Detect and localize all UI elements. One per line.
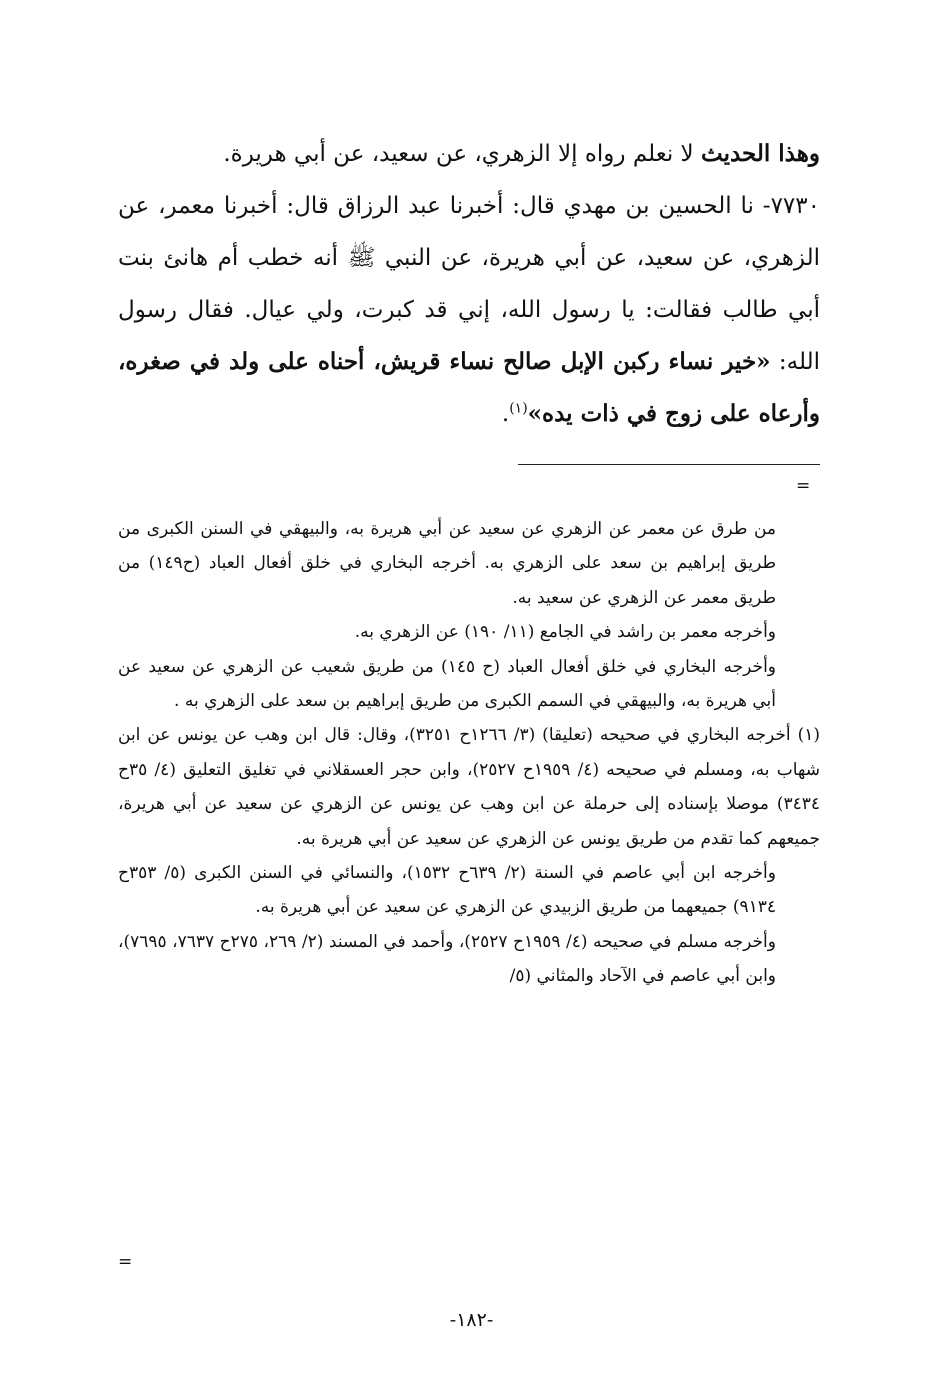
footnote-1-text: أخرجه البخاري في صحيحه (تعليقا) (٣/ ١٢٦٦ح ٣٢٥١)، وقال: قال ابن وهب عن يونس عن ابن شهاب به، ومسلم في صحيحه (٤/ ١٩٥٩ح ٢٥٢٧)، وابن حجر العسقلاني في تغليق التعليق (٤/ ٣٥ح ٣٤٣٤) موصلا بإسناده إلى حرملة عن ابن وهب عن يونس عن الزهري عن سعيد عن أبي هريرة، جميعهم كما تقدم من طريق يونس عن الزهري عن سعيد عن أبي هريرة به. bbox=[118, 725, 820, 849]
main-text bbox=[118, 128, 820, 440]
hadith-isnad-text: ٧٧٣٠- نا الحسين بن مهدي قال: أخبرنا عبد الرزاق قال: أخبرنا معمر، عن الزهري، عن سعيد، عن أبي هريرة، عن النبي ﷺ أنه خطب أم هانئ بنت أبي طالب فقالت: يا رسول الله، إني قد كبرت، ولي عيال. فقال رسول الله: bbox=[118, 193, 820, 375]
continuation-mark-bottom: = bbox=[118, 1252, 133, 1272]
footnote-continued-2: وأخرجه معمر بن راشد في الجامع (١١/ ١٩٠) عن الزهري به. bbox=[354, 622, 776, 643]
footnote-continued-3: وأخرجه البخاري في خلق أفعال العباد (ح ١٤٥) من طريق شعيب عن الزهري عن سعيد عن أبي هريرة به، والبيهقي في السمم الكبرى من طريق إبراهيم بن سعد على الزهري به . bbox=[118, 656, 776, 712]
hadith-end-punct: . bbox=[501, 401, 510, 427]
paragraph-hadith bbox=[118, 180, 820, 440]
bold-phrase: وهذا الحديث bbox=[700, 140, 820, 167]
page-number: -١٨٢- bbox=[449, 1309, 494, 1331]
footnote-separator bbox=[518, 464, 820, 465]
statement-text: لا نعلم رواه إلا الزهري، عن سعيد، عن أبي هريرة. bbox=[223, 141, 701, 167]
footnotes bbox=[118, 512, 820, 994]
footnote-1-paragraph-2: وأخرجه ابن أبي عاصم في السنة (٢/ ٦٣٩ح ١٥٣٢)، والنسائي في السنن الكبرى (٥/ ٣٥٣ح ٩١٣٤) جميعهما من طريق الزبيدي عن الزهري عن سعيد عن أبي هريرة به. bbox=[118, 863, 776, 918]
footnote-reference: (١) bbox=[509, 400, 528, 417]
footnote-1 bbox=[118, 718, 820, 856]
footnote-number: (١) bbox=[790, 725, 820, 746]
footnote-continued-1: من طرق عن معمر عن الزهري عن سعيد عن أبي هريرة به، والبيهقي في السنن الكبرى من طريق إبراهيم بن سعد على الزهري به. أخرجه البخاري في خلق أفعال العباد (ح١٤٩) من طريق معمر عن الزهري عن سعيد به. bbox=[118, 519, 777, 608]
footnote-1-paragraph-3: وأخرجه مسلم في صحيحه (٤/ ١٩٥٩ح ٢٥٢٧)، وأحمد في المسند (٢/ ٢٦٩، ٢٧٥ح ٧٦٣٧، ٧٦٩٥)، وابن أبي عاصم في الآحاد والمثاني (٥/ bbox=[118, 931, 776, 987]
continuation-mark-top: = bbox=[796, 476, 811, 496]
hadith-matn-bold: «خير نساء ركبن الإبل صالح نساء قريش، أحناه على ولد في صغره، وأرعاه على زوج في ذات يده» bbox=[118, 348, 820, 427]
paragraph-statement bbox=[118, 128, 820, 180]
